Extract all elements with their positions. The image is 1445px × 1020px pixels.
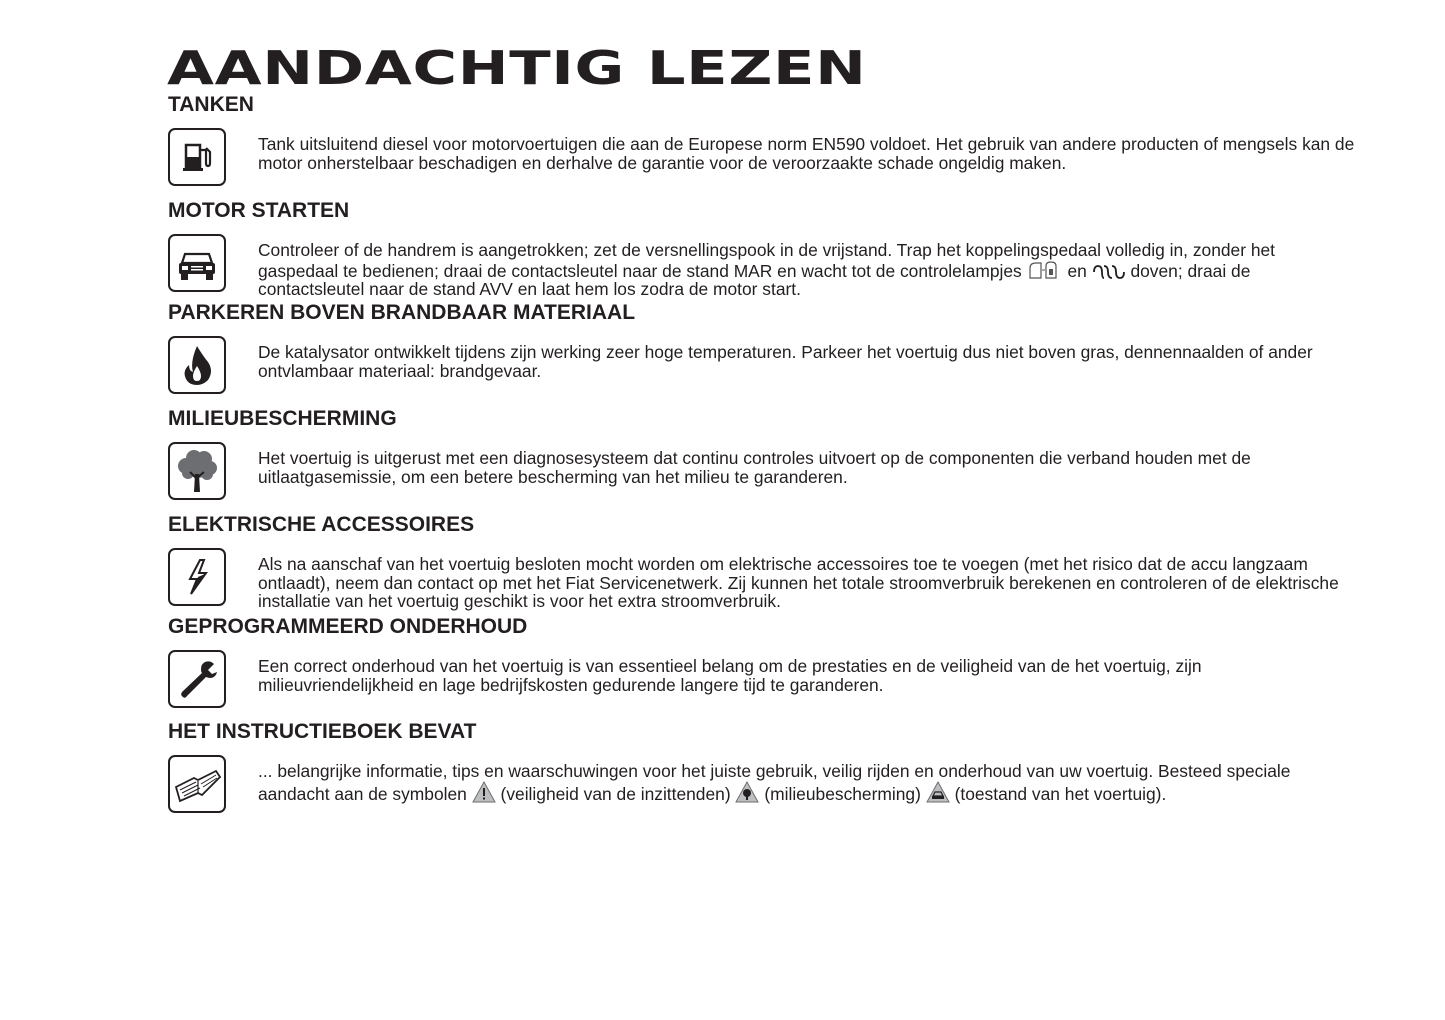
text-part: (veiligheid van de inzittenden) (500, 783, 731, 804)
car-front-icon (168, 234, 226, 292)
section-text: Het voertuig is uitgerust met een diagnosesysteem dat continu controles uitvoert op de componenten die verband houden met de uitlaatgasemissie, om een betere bescherming van het milieu te garanderen. (258, 448, 1251, 487)
section-text: Als na aanschaf van het voertuig besloten mocht worden om elektrische accessoires toe te voegen (met het risico dat de accu langzaam ontlaadt), neem dan contact op met het Fiat Servicenetwerk. Zij kunnen het totale stroomverbruik berekenen en controleren of de elektrische installatie van het voertuig geschikt is voor het extra stroomverbruik. (258, 554, 1339, 612)
text-part: en (1067, 260, 1087, 281)
page-title: AANDACHTIG LEZEN (167, 41, 867, 95)
section-geprogrammeerd-onderhoud (168, 614, 1368, 695)
section-parkeren (168, 300, 1368, 381)
section-tanken (168, 92, 1368, 173)
environment-triangle-icon (735, 781, 759, 803)
text-part: Controleer of de handrem is aangetrokken; zet de versnellingspook in de vrijstand. Trap het koppelingspedaal volledig in, zonder het gaspedaal te bedienen; draai de contactsleutel naar de stand MAR en wacht tot de controlelampjes (258, 240, 1276, 281)
text-part: doven; draai de contactsleutel naar de stand AVV en laat hem los zodra de motor start. (258, 260, 1251, 300)
section-heading: GEPROGRAMMEERD ONDERHOUD (168, 615, 528, 638)
lightning-icon (168, 548, 226, 606)
immobilizer-warning-icon (1027, 260, 1063, 280)
section-heading: ELEKTRISCHE ACCESSOIRES (168, 513, 475, 536)
section-heading: HET INSTRUCTIEBOEK BEVAT (168, 720, 477, 743)
fuel-pump-icon (168, 128, 226, 186)
section-heading: MILIEUBESCHERMING (168, 407, 397, 430)
text-part: ... belangrijke informatie, tips en waarschuwingen voor het juiste gebruik, veilig rijden en onderhoud van uw voertuig. Besteed speciale aandacht aan de symbolen (258, 761, 1291, 804)
section-text: Tank uitsluitend diesel voor motorvoertuigen die aan de Europese norm EN590 voldoet. Het gebruik van andere producten of mengsels kan de motor onherstelbaar beschadigen en derhalve de garantie voor de veroorzaakte schade ongeldig maken. (258, 134, 1355, 173)
section-text: De katalysator ontwikkelt tijdens zijn werking zeer hoge temperaturen. Parkeer het voertuig dus niet boven gras, dennennaalden of ander ontvlambaar materiaal: brandgevaar. (258, 342, 1313, 381)
flame-icon (168, 336, 226, 394)
vehicle-triangle-icon (926, 781, 950, 803)
warning-triangle-icon (472, 781, 496, 803)
open-book-icon (168, 755, 226, 813)
tree-icon (168, 442, 226, 500)
section-instructieboek (168, 719, 1368, 804)
section-text (258, 762, 1360, 803)
wrench-icon (168, 650, 226, 708)
section-elektrische-accessoires (168, 512, 1368, 612)
section-milieubescherming (168, 406, 1368, 487)
section-text: Een correct onderhoud van het voertuig is van essentieel belang om de prestaties en de veiligheid van de het voertuig, zijn milieuvriendelijkheid en lage bedrijfskosten gedurende langere tijd te garanderen. (258, 656, 1202, 695)
glow-plug-icon (1092, 264, 1126, 280)
text-part: (milieubescherming) (764, 783, 921, 804)
text-part: (toestand van het voertuig). (954, 783, 1167, 804)
section-heading: PARKEREN BOVEN BRANDBAAR MATERIAAL (168, 301, 636, 324)
section-text (258, 241, 1360, 299)
section-heading: TANKEN (168, 93, 254, 116)
section-heading: MOTOR STARTEN (168, 199, 350, 222)
section-motor-starten (168, 198, 1368, 300)
